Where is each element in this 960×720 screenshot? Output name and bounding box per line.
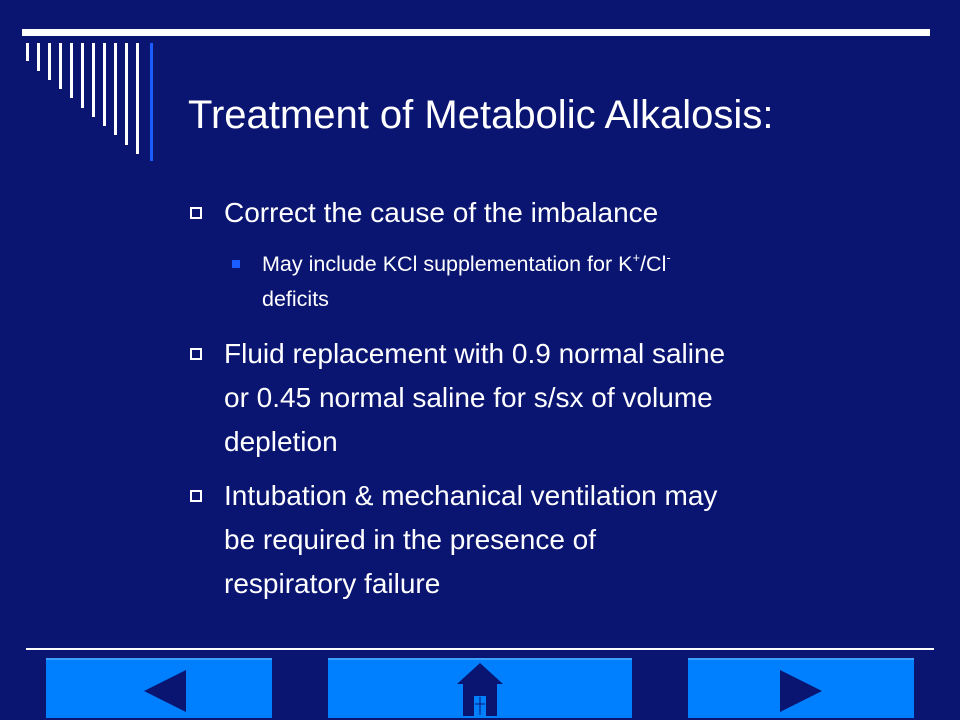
home-button[interactable] bbox=[328, 658, 632, 718]
hollow-square-bullet-icon bbox=[190, 348, 202, 360]
bullet-text: Correct the cause of the imbalance bbox=[224, 197, 659, 228]
sub-bullet-text-continued: deficits bbox=[262, 287, 329, 311]
left-arrow-icon bbox=[46, 660, 272, 720]
comb-bar bbox=[103, 43, 106, 126]
home-icon bbox=[328, 660, 632, 720]
comb-bar bbox=[26, 43, 29, 61]
next-slide-button[interactable] bbox=[688, 658, 914, 718]
comb-bar bbox=[114, 43, 117, 135]
comb-bar bbox=[59, 43, 62, 89]
comb-bar-accent bbox=[150, 43, 153, 161]
bullet-text-line: be required in the presence of bbox=[224, 524, 597, 555]
top-divider-line bbox=[22, 29, 930, 36]
bullet-text-line: respiratory failure bbox=[224, 568, 441, 599]
comb-bar bbox=[48, 43, 51, 80]
comb-bar bbox=[81, 43, 84, 108]
comb-bar bbox=[92, 43, 95, 117]
bullet-text-line: Intubation & mechanical ventilation may bbox=[224, 480, 718, 511]
right-arrow-icon bbox=[688, 660, 914, 720]
bullet-text-line: Fluid replacement with 0.9 normal saline bbox=[224, 338, 726, 369]
bullet-text-line: or 0.45 normal saline for s/sx of volume bbox=[224, 382, 713, 413]
slide-title: Treatment of Metabolic Alkalosis: bbox=[188, 93, 774, 137]
previous-slide-button[interactable] bbox=[46, 658, 272, 718]
comb-bar bbox=[136, 43, 139, 154]
hollow-square-bullet-icon bbox=[190, 490, 202, 502]
bottom-divider-line bbox=[26, 648, 934, 650]
comb-bar bbox=[37, 43, 40, 71]
comb-bar bbox=[125, 43, 128, 145]
bullet-text-line: depletion bbox=[224, 426, 338, 457]
comb-bar bbox=[70, 43, 73, 98]
sub-bullet-text: May include KCl supplementation for K+/Cl- bbox=[262, 250, 671, 276]
square-bullet-icon bbox=[232, 260, 240, 268]
hollow-square-bullet-icon bbox=[190, 207, 202, 219]
